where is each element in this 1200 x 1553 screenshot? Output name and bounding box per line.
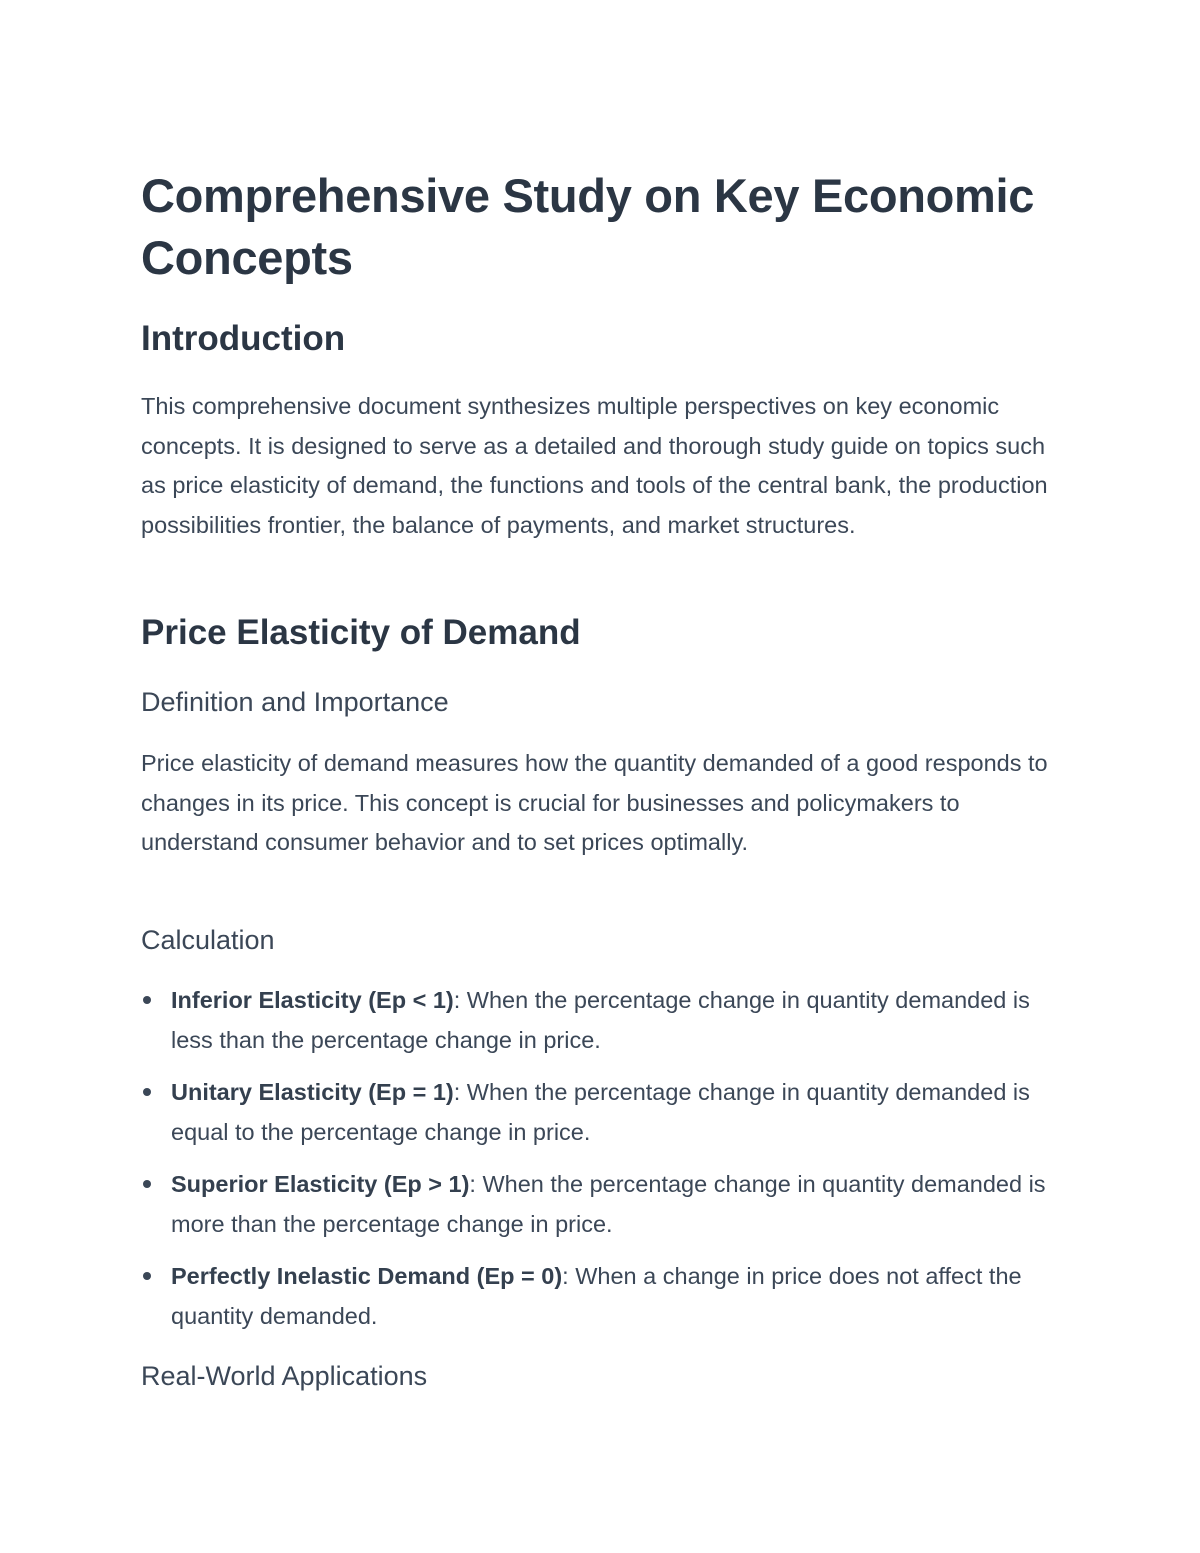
definition-heading: Definition and Importance (141, 687, 449, 717)
introduction-heading: Introduction (141, 319, 346, 358)
list-item (141, 1256, 1066, 1336)
bullet-icon (143, 1088, 151, 1096)
definition-paragraph: Price elasticity of demand measures how the quantity demanded of a good responds to changes in its price. This concept is crucial for businesses and policymakers to understand consumer behavior and to set prices optimally. (141, 750, 1048, 855)
calculation-heading: Calculation (141, 925, 275, 955)
list-item (141, 980, 1066, 1060)
list-item-text: : When the percentage change in quantity demanded is equal to the percentage change in price. (171, 1079, 1030, 1145)
elasticity-types-list (141, 980, 1066, 1348)
bullet-icon (143, 1180, 151, 1188)
list-item-term: Superior Elasticity (Ep > 1) (171, 1171, 470, 1197)
list-item (141, 1164, 1066, 1244)
list-item-text: : When a change in price does not affect the quantity demanded. (171, 1263, 1022, 1329)
document-title: Comprehensive Study on Key Economic Concepts (141, 169, 1035, 284)
list-item-text: : When the percentage change in quantity demanded is less than the percentage change in price. (171, 987, 1030, 1053)
bullet-icon (143, 996, 151, 1004)
bullet-icon (143, 1272, 151, 1280)
applications-heading: Real-World Applications (141, 1361, 428, 1391)
list-item-term: Unitary Elasticity (Ep = 1) (171, 1079, 454, 1105)
list-item-text: : When the percentage change in quantity demanded is more than the percentage change in price. (171, 1171, 1046, 1237)
price-elasticity-heading: Price Elasticity of Demand (141, 613, 581, 652)
introduction-paragraph: This comprehensive document synthesizes multiple perspectives on key economic concepts. It is designed to serve as a detailed and thorough study guide on topics such as price elasticity of demand, the functions and tools of the central bank, the production possibilities frontier, the balance of payments, and market structures. (141, 393, 1048, 538)
list-item-term: Perfectly Inelastic Demand (Ep = 0) (171, 1263, 563, 1289)
list-item-term: Inferior Elasticity (Ep < 1) (171, 987, 454, 1013)
list-item (141, 1072, 1066, 1152)
